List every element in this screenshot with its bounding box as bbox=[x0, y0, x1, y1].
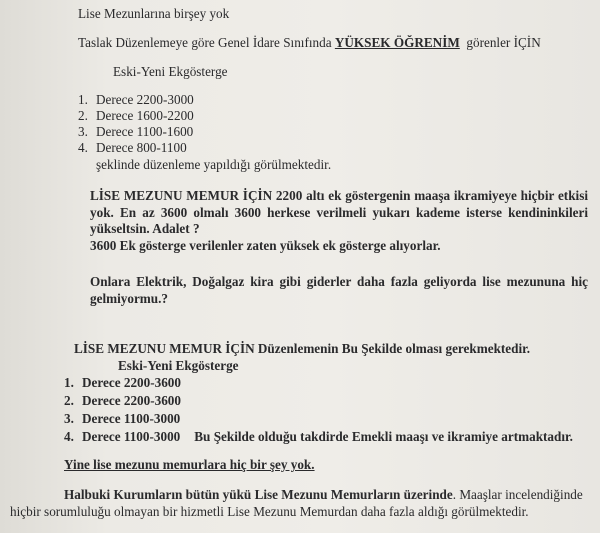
underlined-statement: Yine lise mezunu memurlara hiç bir şey yok. bbox=[64, 457, 315, 472]
table1-title: Eski-Yeni Ekgösterge bbox=[113, 64, 228, 79]
draft-line bbox=[78, 35, 541, 51]
paragraph-1: LİSE MEZUNU MEMUR İÇİN 2200 altı ek göstergenin maaşa ikramiyeye hiçbir etkisi yok. En az 3600 olmalı 3600 herkese verilmeli yukarı kademe isterse kendininkileri yükseltsin. Adalet ? bbox=[90, 188, 588, 236]
list-item: 3. Derece 1100-1600 bbox=[78, 124, 194, 139]
draft-suffix: görenler İÇİN bbox=[466, 35, 541, 50]
final-line-2: hiçbir sorumluluğu olmayan bir hizmetli Lise Mezunu Memurdan daha fazla aldığı görülmektedir. bbox=[10, 504, 529, 519]
list-item: 2. Derece 1600-2200 bbox=[78, 108, 194, 123]
paragraph-2: Onlara Elektrik, Doğalgaz kira gibi giderler daha fazla geliyorda lise mezununa hiç gelmiyormu.? bbox=[90, 274, 588, 306]
list-item: 2. Derece 2200-3600 bbox=[64, 393, 181, 408]
list-item: 1. Derece 2200-3600 bbox=[64, 375, 181, 390]
paragraph-1b: 3600 Ek gösterge verilenler zaten yüksek ek gösterge alıyorlar. bbox=[90, 238, 441, 253]
list1-conclusion: şeklinde düzenleme yapıldığı görülmektedir. bbox=[96, 157, 332, 172]
list-item: 1. Derece 2200-3000 bbox=[78, 92, 194, 107]
final-line-1 bbox=[64, 487, 583, 503]
list-item: 4. Derece 800-1100 bbox=[78, 140, 187, 155]
table2-title: Eski-Yeni Ekgösterge bbox=[118, 358, 239, 373]
draft-prefix: Taslak Düzenlemeye göre Genel İdare Sınıfında bbox=[78, 35, 332, 50]
final-bold: Halbuki Kurumların bütün yükü Lise Mezunu Memurların üzerinde bbox=[64, 487, 453, 502]
heading-2: LİSE MEZUNU MEMUR İÇİN Düzenlemenin Bu Şekilde olması gerekmektedir. bbox=[74, 341, 531, 356]
draft-highlight: YÜKSEK ÖĞRENİM bbox=[334, 35, 460, 50]
list-item: 4. Derece 1100-3000 Bu Şekilde olduğu takdirde Emekli maaşı ve ikramiye artmaktadır. bbox=[64, 429, 573, 444]
intro-line: Lise Mezunlarına birşey yok bbox=[78, 6, 230, 21]
final-rest-1: . Maaşlar incelendiğinde bbox=[452, 487, 583, 502]
list2-note: Bu Şekilde olduğu takdirde Emekli maaşı ve ikramiye artmaktadır. bbox=[194, 429, 573, 444]
list-item: 3. Derece 1100-3000 bbox=[64, 411, 181, 426]
